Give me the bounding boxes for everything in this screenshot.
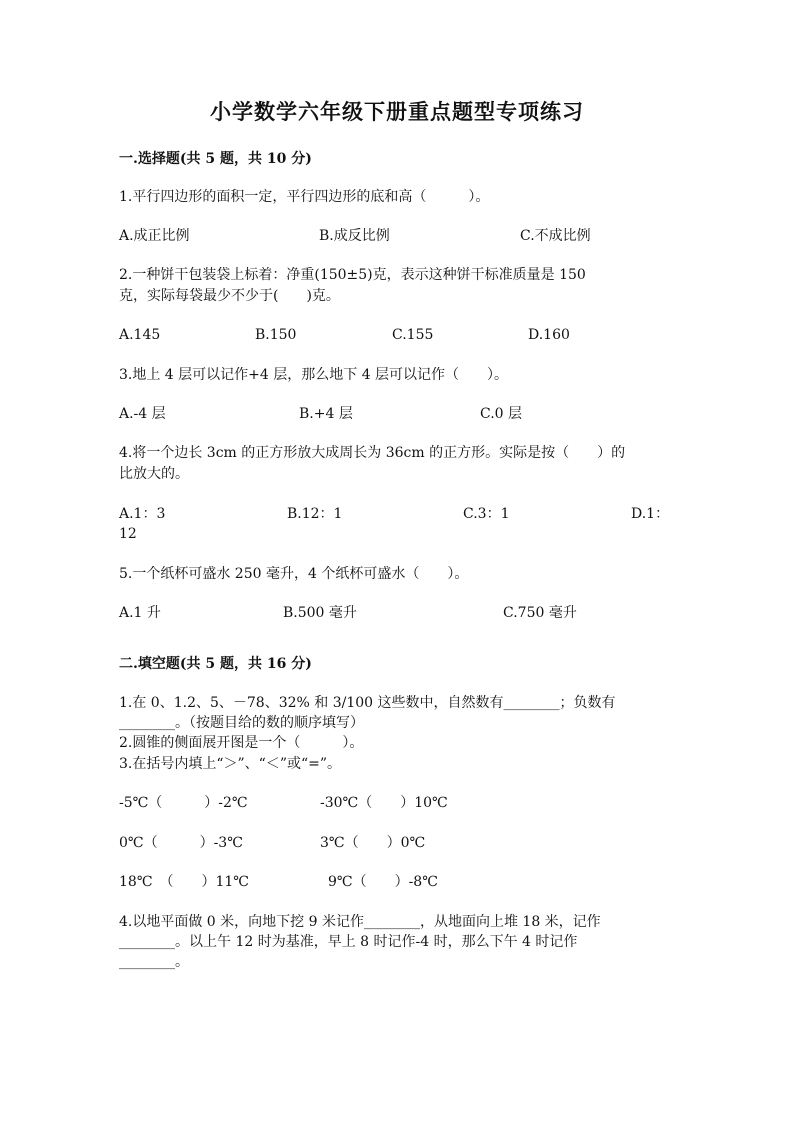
question-text-cont: 克，实际每袋最少不少于( )克。	[119, 288, 340, 304]
option-b: B.+4 层	[299, 406, 353, 422]
question-text: 3.在括号内填上“＞”、“＜”或“=”。	[119, 756, 342, 772]
compare-item: 3℃（ ）0℃	[320, 835, 426, 851]
option-a: A.1：3	[119, 506, 166, 522]
question-text-cont: ________。以上午 12 时为基准，早上 8 时记作-4 时，那么下午 4 时记作	[119, 934, 578, 950]
compare-item: 18℃ （ ）11℃	[119, 874, 249, 890]
option-c: C.不成比例	[520, 228, 591, 244]
page-title: 小学数学六年级下册重点题型专项练习	[210, 99, 584, 124]
section-header-choice: 一.选择题(共 5 题，共 10 分)	[119, 151, 312, 167]
option-c: C.155	[392, 327, 434, 343]
question-text: 1.在 0、1.2、5、－78、32% 和 3/100 这些数中，自然数有________；负数有	[119, 695, 616, 711]
option-c: C.3：1	[463, 506, 510, 522]
option-b: B.500 毫升	[283, 605, 357, 621]
section-header-fill: 二.填空题(共 5 题，共 16 分)	[119, 656, 312, 672]
question-text-cont: ________。	[119, 954, 189, 970]
option-d: D.160	[528, 327, 570, 343]
question-text: 4.以地平面做 0 米，向地下挖 9 米记作________，从地面向上堆 18 米，记作	[119, 914, 601, 930]
option-b: B.12：1	[287, 506, 343, 522]
question-text: 2.一种饼干包装袋上标着：净重(150±5)克，表示这种饼干标准质量是 150	[119, 267, 586, 283]
question-text: 4.将一个边长 3cm 的正方形放大成周长为 36cm 的正方形。实际是按（ ）的	[119, 445, 626, 461]
option-a: A.-4 层	[119, 406, 166, 422]
option-c: C.0 层	[480, 406, 523, 422]
option-d: D.1：	[631, 506, 670, 522]
question-text: 5.一个纸杯可盛水 250 毫升，4 个纸杯可盛水（ ）。	[119, 566, 469, 582]
option-b: B.150	[255, 327, 297, 343]
question-text: 3.地上 4 层可以记作+4 层，那么地下 4 层可以记作（ ）。	[119, 367, 509, 383]
question-text-cont: ________。（按题目给的数的顺序填写）	[119, 715, 364, 731]
question-text-cont: 比放大的。	[119, 466, 189, 482]
compare-item: 0℃（ ）-3℃	[119, 835, 243, 851]
option-c: C.750 毫升	[503, 605, 577, 621]
option-a: A.成正比例	[119, 228, 190, 244]
compare-item: -30℃（ ）10℃	[320, 795, 448, 811]
option-d-cont: 12	[119, 526, 137, 542]
compare-item: -5℃（ ）-2℃	[119, 795, 248, 811]
option-a: A.145	[119, 327, 161, 343]
question-text: 2.圆锥的侧面展开图是一个（ ）。	[119, 735, 364, 751]
option-b: B.成反比例	[319, 228, 390, 244]
compare-item: 9℃（ ）-8℃	[328, 874, 438, 890]
question-text: 1.平行四边形的面积一定，平行四边形的底和高（ ）。	[119, 189, 490, 205]
option-a: A.1 升	[119, 605, 161, 621]
